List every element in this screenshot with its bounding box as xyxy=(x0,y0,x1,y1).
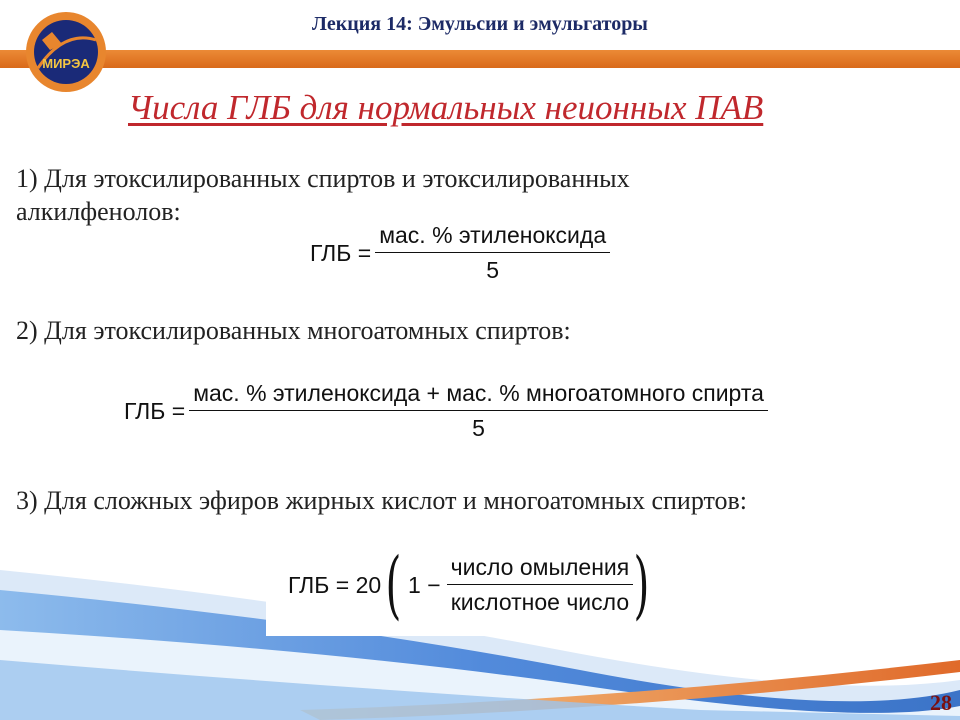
formula-1-numerator: мас. % этиленоксида xyxy=(379,222,607,248)
formula-3-one-minus: 1 − xyxy=(408,571,441,598)
item-3-text: 3) Для сложных эфиров жирных кислот и многоатомных спиртов: xyxy=(16,486,747,515)
logo-text: МИРЭА xyxy=(42,56,90,71)
formula-3-denominator: кислотное число xyxy=(450,589,630,615)
item-1-line2: алкилфенолов: xyxy=(16,197,181,226)
formula-2-numerator: мас. % этиленоксида + мас. % многоатомного спирта xyxy=(193,380,764,406)
page-number: 28 xyxy=(930,690,952,715)
formula-2-denominator: 5 xyxy=(472,415,485,441)
formula-2 xyxy=(124,380,768,442)
formula-3-close-paren: ) xyxy=(633,542,650,628)
item-2-text: 2) Для этоксилированных многоатомных спиртов: xyxy=(16,316,571,345)
formula-2-fraction xyxy=(189,380,768,442)
formula-1-lhs: ГЛБ = xyxy=(310,239,372,266)
mirea-logo xyxy=(24,10,108,94)
formula-1-fraction xyxy=(375,222,610,284)
slide-title: Числа ГЛБ для нормальных неионных ПАВ xyxy=(128,88,764,127)
item-1-text xyxy=(16,162,630,228)
formula-3-open-paren: ( xyxy=(385,542,402,628)
formula-3-lhs: ГЛБ = 20 xyxy=(288,571,382,598)
formula-1 xyxy=(310,222,610,284)
header-bar xyxy=(0,50,960,68)
formula-2-lhs: ГЛБ = xyxy=(124,397,186,424)
formula-3-numerator: число омыления xyxy=(450,554,630,580)
formula-1-denominator: 5 xyxy=(486,257,500,283)
header-title: Лекция 14: Эмульсии и эмульгаторы xyxy=(312,13,648,35)
formula-3 xyxy=(288,542,650,628)
item-1-line1: 1) Для этоксилированных спиртов и этоксилированных xyxy=(16,164,630,193)
formula-3-fraction xyxy=(447,554,634,616)
